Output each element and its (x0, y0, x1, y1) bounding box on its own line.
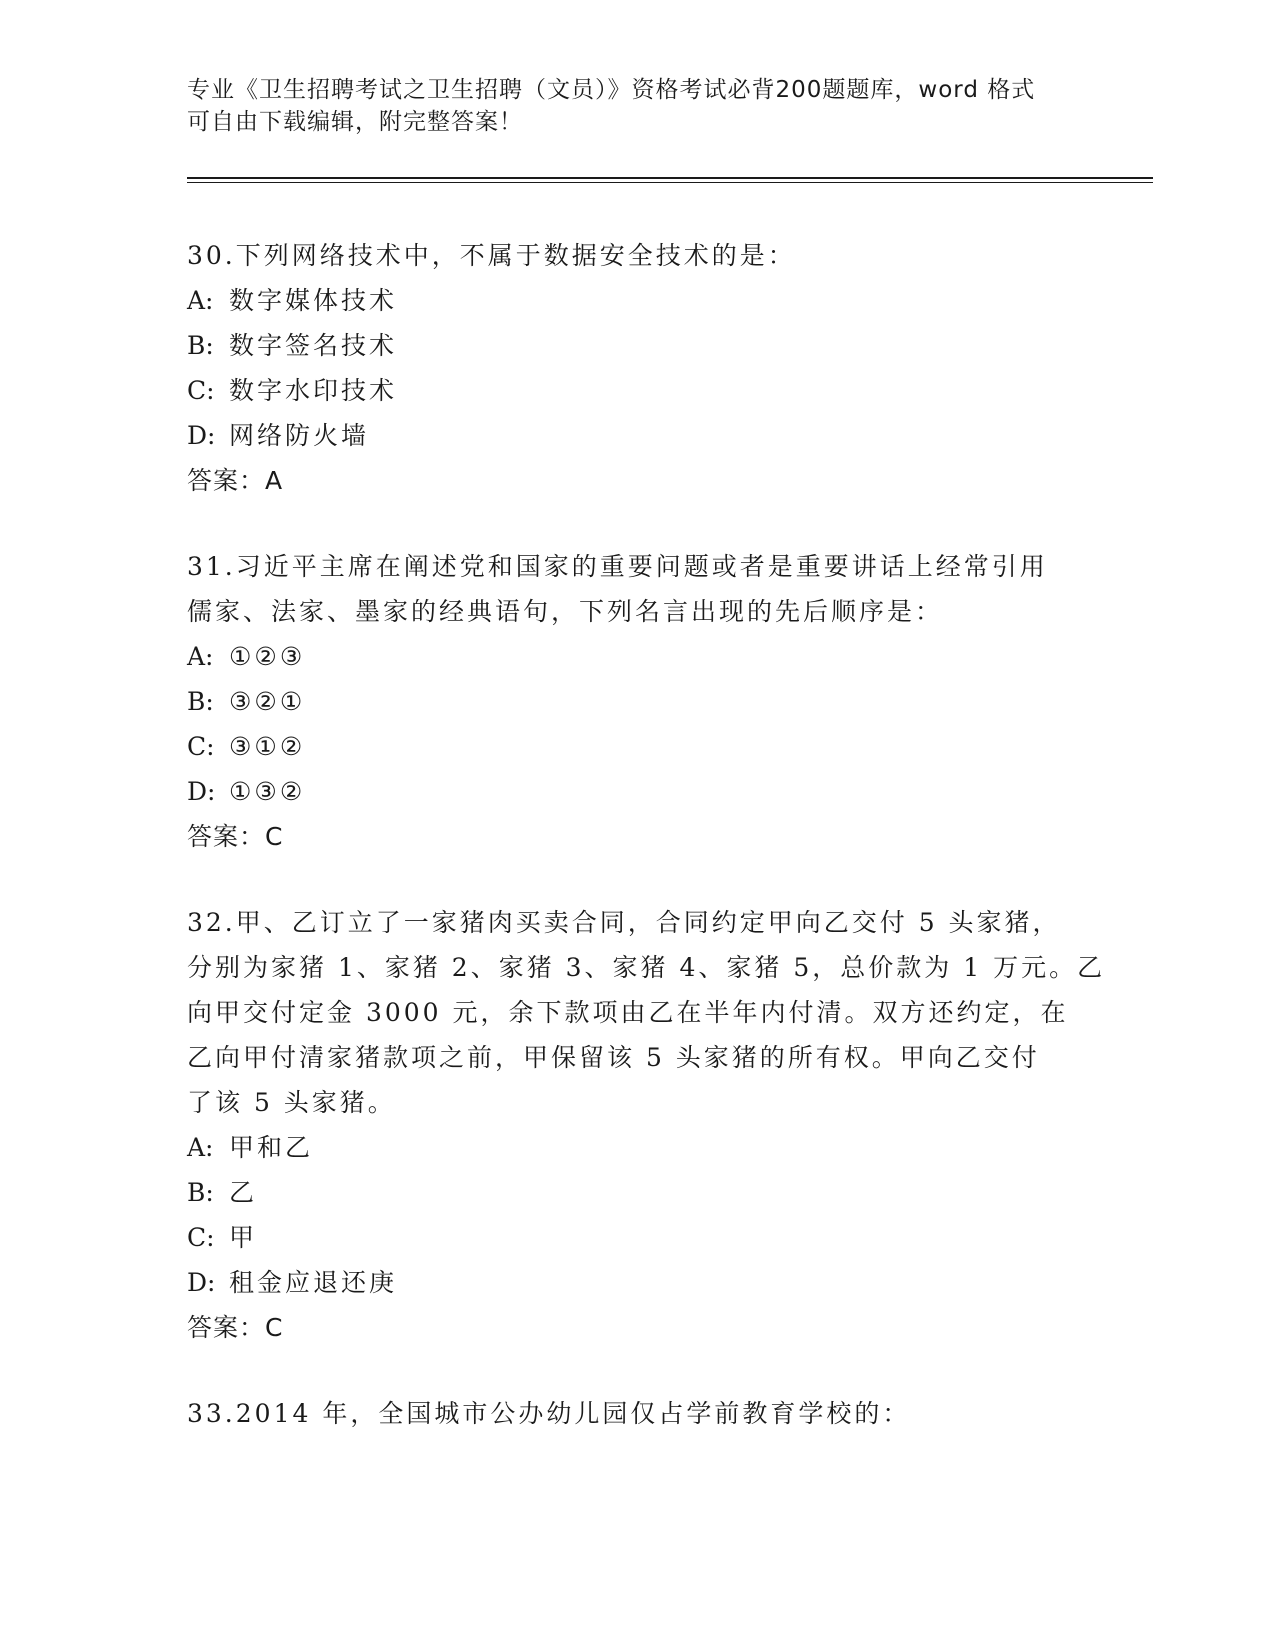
option-text: 甲 (229, 1223, 258, 1252)
header-line: 专业《卫生招聘考试之卫生招聘（文员）》资格考试必背200题题库，word 格式 (187, 77, 1036, 103)
stem-line: 了该 5 头家猪。 (187, 1088, 396, 1117)
stem-line: 32.甲、乙订立了一家猪肉买卖合同，合同约定甲向乙交付 5 头家猪， (187, 908, 1061, 937)
option-key: D: (187, 777, 216, 806)
option-key: A: (187, 1133, 214, 1162)
option-key: B: (187, 331, 214, 360)
option-c (187, 368, 1087, 413)
option-d (187, 413, 1087, 458)
header-line: 可自由下载编辑，附完整答案！ (187, 109, 523, 135)
stem-line: 分别为家猪 1、家猪 2、家猪 3、家猪 4、家猪 5，总价款为 1 万元。乙 (187, 953, 1106, 982)
stem-line: 33.2014 年，全国城市公办幼儿园仅占学前教育学校的： (187, 1399, 911, 1428)
option-key: B: (187, 687, 214, 716)
header-divider-thin (187, 182, 1153, 183)
option-d (187, 1260, 1087, 1305)
option-text: 网络防火墙 (229, 421, 370, 450)
option-b (187, 1170, 1087, 1215)
option-b (187, 679, 1087, 724)
option-key: C: (187, 376, 215, 405)
option-text: 乙 (229, 1178, 258, 1207)
question-31 (187, 544, 1087, 859)
option-key: A: (187, 642, 214, 671)
option-key: D: (187, 1268, 216, 1297)
option-a (187, 278, 1087, 323)
stem-line: 儒家、法家、墨家的经典语句，下列名言出现的先后顺序是： (187, 597, 944, 626)
option-key: A: (187, 286, 214, 315)
question-stem (187, 544, 1087, 634)
option-a (187, 634, 1087, 679)
answer-line: 答案：C (187, 822, 284, 851)
option-text: 甲和乙 (229, 1133, 314, 1162)
option-text: ①②③ (229, 642, 306, 671)
option-key: D: (187, 421, 216, 450)
answer-line: 答案：C (187, 1313, 284, 1342)
stem-line: 31.习近平主席在阐述党和国家的重要问题或者是重要讲话上经常引用 (187, 552, 1048, 581)
option-d (187, 769, 1087, 814)
option-text: ③①② (229, 732, 306, 761)
option-key: C: (187, 1223, 215, 1252)
question-33 (187, 1391, 1087, 1436)
document-header (187, 74, 1067, 138)
question-stem (187, 900, 1106, 1125)
option-text: 数字水印技术 (229, 376, 398, 405)
option-c (187, 724, 1087, 769)
header-divider-thick (187, 177, 1153, 179)
option-text: 数字签名技术 (229, 331, 398, 360)
question-stem (187, 233, 1087, 278)
option-b (187, 323, 1087, 368)
stem-line: 向甲交付定金 3000 元，余下款项由乙在半年内付清。双方还约定，在 (187, 998, 1069, 1027)
option-text: ①③② (229, 777, 306, 806)
question-32 (187, 900, 1106, 1350)
option-c (187, 1215, 1087, 1260)
stem-line: 乙向甲付清家猪款项之前，甲保留该 5 头家猪的所有权。甲向乙交付 (187, 1043, 1040, 1072)
option-text: 数字媒体技术 (229, 286, 398, 315)
answer-line: 答案：A (187, 466, 284, 495)
option-key: C: (187, 732, 215, 761)
question-stem (187, 1391, 1087, 1436)
option-a (187, 1125, 1087, 1170)
stem-line: 30.下列网络技术中，不属于数据安全技术的是： (187, 241, 796, 270)
option-key: B: (187, 1178, 214, 1207)
option-text: ③②① (229, 687, 306, 716)
question-list (187, 233, 1106, 1477)
question-30 (187, 233, 1087, 503)
option-text: 租金应退还庚 (229, 1268, 398, 1297)
